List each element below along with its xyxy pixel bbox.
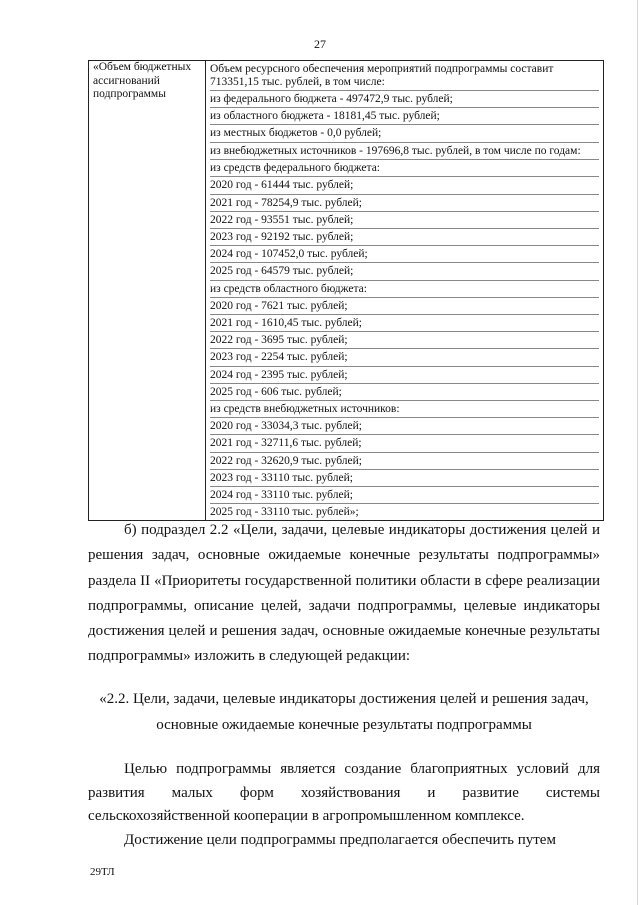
budget-label-cell: «Объем бюджетных ассигнований подпрограммы [89, 61, 206, 521]
amendment-paragraph: б) подраздел 2.2 «Цели, задачи, целевые индикаторы достижения целей и решения задач, основные ожидаемые конечные результаты подпрограммы» раздела II «Приоритеты государственной политики области в сфере реализации подпрограммы, описание целей, задачи подпрограммы, целевые индикаторы достижения целей и решения задач, основные ожидаемые конечные результаты подпрограммы» изложить в следующей редакции: [88, 522, 600, 665]
budget-line: 2020 год - 7621 тыс. рублей; [210, 298, 599, 315]
budget-line: 2024 год - 107452,0 тыс. рублей; [210, 246, 599, 263]
page-edge-shadow [637, 0, 638, 905]
budget-line: 2020 год - 33034,3 тыс. рублей; [210, 418, 599, 435]
budget-line: из средств федерального бюджета: [210, 160, 599, 177]
budget-line: 2021 год - 32711,6 тыс. рублей; [210, 435, 599, 452]
page-number: 27 [314, 37, 326, 51]
budget-table [88, 60, 604, 521]
table-row [89, 61, 604, 521]
budget-line: из средств областного бюджета: [210, 281, 599, 298]
budget-extrabudget-line: из внебюджетных источников - 197696,8 тыс. рублей, в том числе по годам: [210, 143, 599, 161]
budget-line: 2024 год - 33110 тыс. рублей; [210, 487, 599, 504]
budget-line: 2022 год - 93551 тыс. рублей; [210, 212, 599, 229]
document-code: 29ТЛ [90, 866, 115, 878]
budget-line: из местных бюджетов - 0,0 рублей; [210, 125, 599, 142]
budget-line: из областного бюджета - 18181,45 тыс. рублей; [210, 108, 599, 125]
budget-line: из федерального бюджета - 497472,9 тыс. рублей; [210, 91, 599, 108]
budget-line: 2020 год - 61444 тыс. рублей; [210, 177, 599, 194]
budget-values-cell [206, 61, 604, 521]
means-paragraph: Достижение цели подпрограммы предполагается обеспечить путем [124, 831, 556, 848]
budget-line: 2021 год - 1610,45 тыс. рублей; [210, 315, 599, 332]
budget-line: 2021 год - 78254,9 тыс. рублей; [210, 195, 599, 212]
budget-line: 2025 год - 33110 тыс. рублей»; [210, 506, 359, 519]
budget-line: из средств внебюджетных источников: [210, 401, 599, 418]
budget-line: 2022 год - 32620,9 тыс. рублей; [210, 453, 599, 470]
budget-line: 2022 год - 3695 тыс. рублей; [210, 332, 599, 349]
budget-total-line: Объем ресурсного обеспечения мероприятий подпрограммы составит 713351,15 тыс. рублей, в том числе: [210, 61, 599, 91]
budget-line: 2025 год - 64579 тыс. рублей; [210, 263, 599, 280]
budget-line: 2024 год - 2395 тыс. рублей; [210, 367, 599, 384]
budget-line: 2023 год - 33110 тыс. рублей; [210, 470, 599, 487]
goal-block [88, 758, 600, 852]
budget-line: 2023 год - 92192 тыс. рублей; [210, 229, 599, 246]
section-heading: «2.2. Цели, задачи, целевые индикаторы достижения целей и решения задач, основные ожидаемые конечные результаты подпрограммы [99, 691, 589, 733]
goal-paragraph: Целью подпрограммы является создание благоприятных условий для развития малых форм хозяйствования и развитие системы сельскохозяйственной кооперации в агропромышленном комплексе. [88, 761, 600, 824]
budget-line: 2025 год - 606 тыс. рублей; [210, 384, 599, 401]
budget-line: 2023 год - 2254 тыс. рублей; [210, 349, 599, 366]
